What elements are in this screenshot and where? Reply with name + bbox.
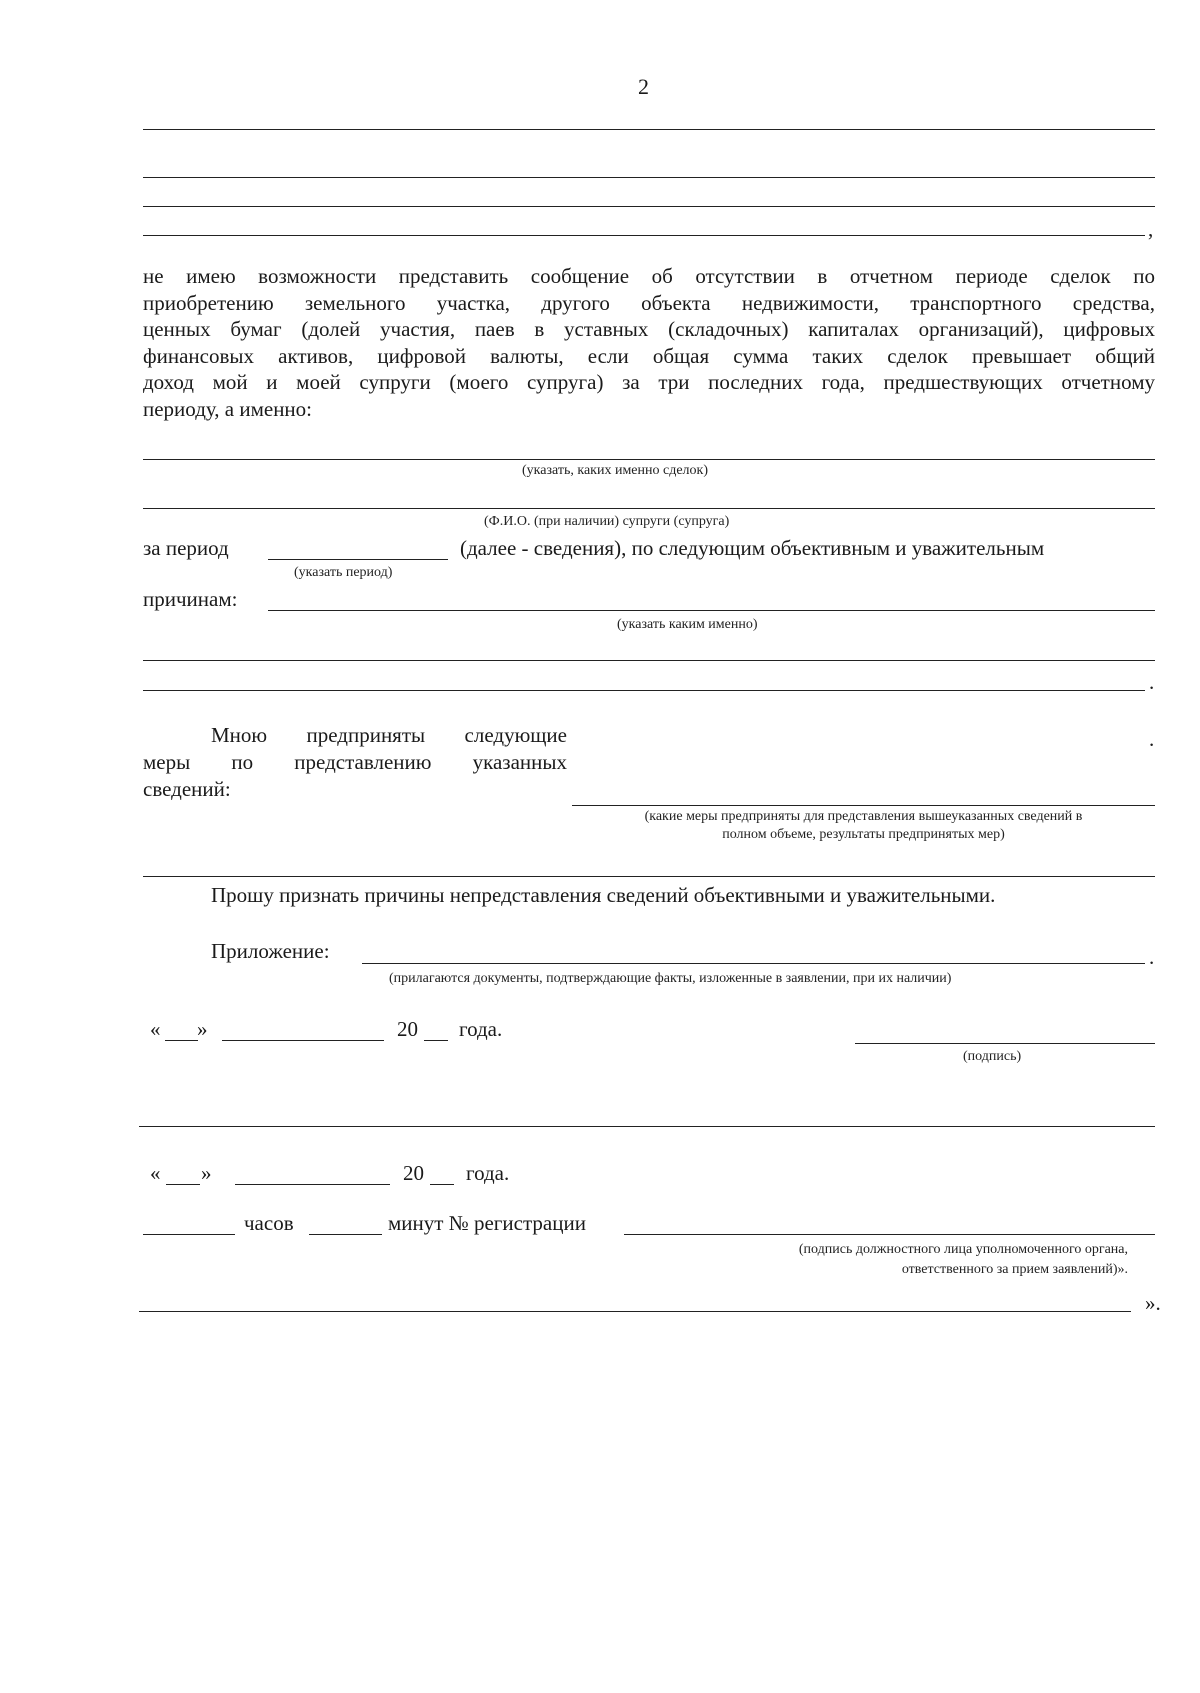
paragraph-line: не имею возможности представить сообщение об отсутствии в отчетном периоде сделок по [143,264,1155,288]
hours-label: часов [244,1211,294,1235]
measures-caption [572,808,1155,844]
date2-year-line [430,1184,454,1185]
minutes-label: минут № регистрации [388,1211,586,1235]
signature-field-line [855,1043,1155,1044]
registration-field-line [624,1234,1155,1235]
blank-line-1 [143,129,1155,130]
measures-field-line [572,805,1155,806]
reasons-caption: (указать каким именно) [617,617,758,632]
deals-caption: (указать, каких именно сделок) [522,463,708,478]
date2-year-prefix: 20 [403,1161,424,1185]
period-continuation: (далее - сведения), по следующим объективным и уважительным [460,536,1045,560]
date2-close-quote: » [201,1161,212,1185]
blank-line-2 [143,177,1155,178]
date2-open-quote: « [150,1161,161,1185]
reasons-line-2 [143,660,1155,661]
measures-caption-line: полном объеме, результаты предпринятых мер) [722,827,1005,842]
request-text: Прошу признать причины непредставления сведений объективными и уважительными. [211,883,996,907]
attachment-end-dot: . [1149,945,1155,969]
paragraph-line: доход мой и моей супруги (моего супруга) за три последних года, предшествующих отчетному [143,370,1155,394]
attachment-caption: (прилагаются документы, подтверждающие факты, изложенные в заявлении, при их наличии) [389,971,952,986]
closing-line [139,1311,1131,1312]
measures-line: сведений: [143,777,231,801]
date2-year-suffix: года. [466,1161,510,1185]
blank-line-4 [143,235,1145,236]
date1-year-prefix: 20 [397,1017,418,1041]
page-number: 2 [638,74,649,99]
line-end-comma: , [1148,217,1154,241]
measures-line: меры по представлению указанных [143,750,567,774]
minutes-field-line [309,1234,382,1235]
official-caption-line: ответственного за прием заявлений)». [901,1262,1128,1277]
date2-month-line [235,1184,390,1185]
date1-day-line [165,1040,198,1041]
date1-year-line [424,1040,448,1041]
measures-end-dot: . [1149,727,1155,751]
period-caption: (указать период) [294,565,393,580]
separator-line [139,1126,1155,1127]
closing-mark: ». [1145,1291,1161,1315]
period-label: за период [143,536,229,560]
paragraph-line: финансовых активов, цифровой валюты, если общая сумма таких сделок превышает общий [143,343,1155,368]
paragraph-line: периоду, а именно: [143,396,313,421]
measures-line-2 [143,876,1155,877]
official-caption [640,1240,1128,1280]
signature-caption: (подпись) [963,1049,1022,1064]
measures-line: Мною предприняты следующие [211,723,567,747]
official-caption-line: (подпись должностного лица уполномоченного органа, [798,1242,1128,1257]
reasons-label: причинам: [143,587,238,611]
date1-month-line [222,1040,384,1041]
date2-day-line [166,1184,200,1185]
date1-close-quote: » [197,1017,208,1041]
hours-field-line [143,1234,235,1235]
deals-field-line [143,459,1155,460]
date1-open-quote: « [150,1017,161,1041]
paragraph-line: ценных бумаг (долей участия, паев в уставных (складочных) капиталах организаций), цифровых [143,317,1155,341]
measures-caption-line: (какие меры предприняты для представления вышеуказанных сведений в [644,809,1083,824]
paragraph-line: приобретению земельного участка, другого объекта недвижимости, транспортного средства, [143,290,1155,315]
spouse-field-line [143,508,1155,509]
spouse-caption: (Ф.И.О. (при наличии) супруги (супруга) [484,514,730,529]
date1-year-suffix: года. [459,1017,503,1041]
attachment-label: Приложение: [211,939,330,963]
reasons-line-3 [143,690,1145,691]
blank-line-3 [143,206,1155,207]
reasons-end-dot: . [1149,670,1155,694]
period-field-line [268,559,448,560]
measures-block [143,722,567,803]
statement-paragraph [143,263,1155,422]
reasons-field-line [268,610,1155,611]
attachment-field-line [362,963,1145,964]
